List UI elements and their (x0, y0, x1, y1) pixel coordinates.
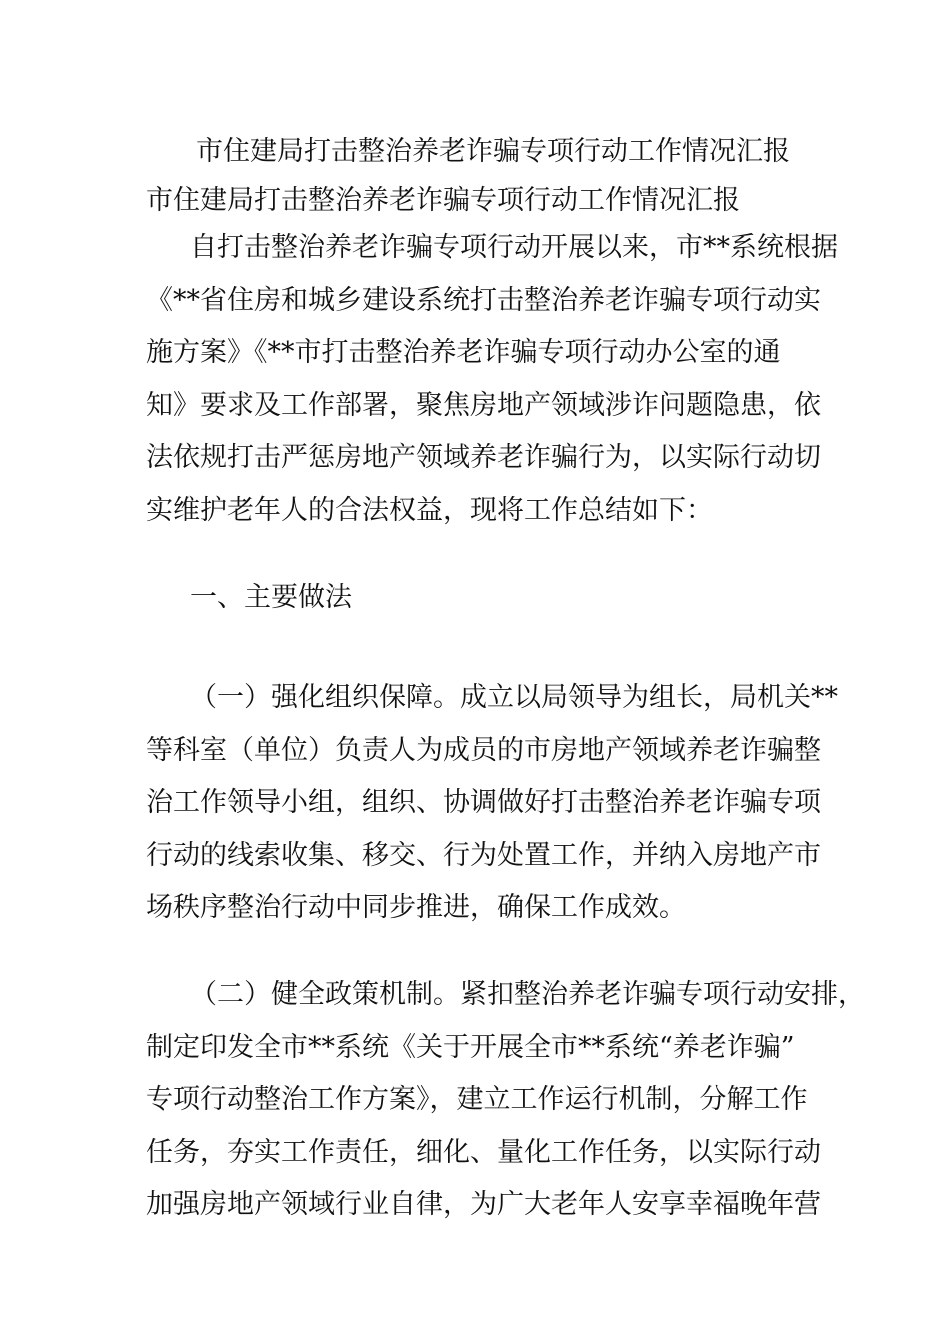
paragraph-line: 加强房地产领域行业自律，为广大老年人安享幸福晚年营 (146, 1189, 821, 1220)
intro-line: 自打击整治养老诈骗专项行动开展以来，市**系统根据 (190, 232, 838, 263)
intro-line: 法依规打击严惩房地产领域养老诈骗行为，以实际行动切 (146, 442, 821, 473)
paragraph-line: 行动的线索收集、移交、行为处置工作，并纳入房地产市 (146, 839, 821, 871)
paragraph-organization-guarantee (146, 680, 838, 943)
paragraph-line: 场秩序整治行动中同步推进，确保工作成效。 (146, 892, 686, 923)
intro-paragraph (146, 230, 838, 545)
paragraph-line: 制定印发全市**系统《关于开展全市**系统“养老诈骗” (146, 1031, 795, 1063)
paragraph-line: 任务，夯实工作责任，细化、量化工作任务，以实际行动 (146, 1136, 821, 1168)
intro-line: 施方案》《**市打击整治养老诈骗专项行动办公室的通 (146, 337, 781, 368)
intro-line: 知》要求及工作部署，聚焦房地产领域涉诈问题隐患，依 (146, 389, 821, 421)
paragraph-line: 治工作领导小组，组织、协调做好打击整治养老诈骗专项 (146, 787, 821, 818)
paragraph-line: （二）健全政策机制。紧扣整治养老诈骗专项行动安排， (190, 979, 865, 1010)
document-subtitle: 市住建局打击整治养老诈骗专项行动工作情况汇报 (146, 185, 740, 216)
section-heading-main-practices: 一、主要做法 (190, 582, 352, 613)
document-title: 市住建局打击整治养老诈骗专项行动工作情况汇报 (196, 136, 790, 167)
paragraph-policy-mechanism (146, 977, 865, 1240)
paragraph-line: （一）强化组织保障。成立以局领导为组长，局机关** (190, 682, 838, 713)
intro-line: 《**省住房和城乡建设系统打击整治养老诈骗专项行动实 (146, 284, 821, 316)
intro-line: 实维护老年人的合法权益，现将工作总结如下： (146, 494, 713, 526)
paragraph-line: 等科室（单位）负责人为成员的市房地产领域养老诈骗整 (146, 734, 821, 766)
paragraph-line: 专项行动整治工作方案》，建立工作运行机制，分解工作 (146, 1084, 808, 1115)
